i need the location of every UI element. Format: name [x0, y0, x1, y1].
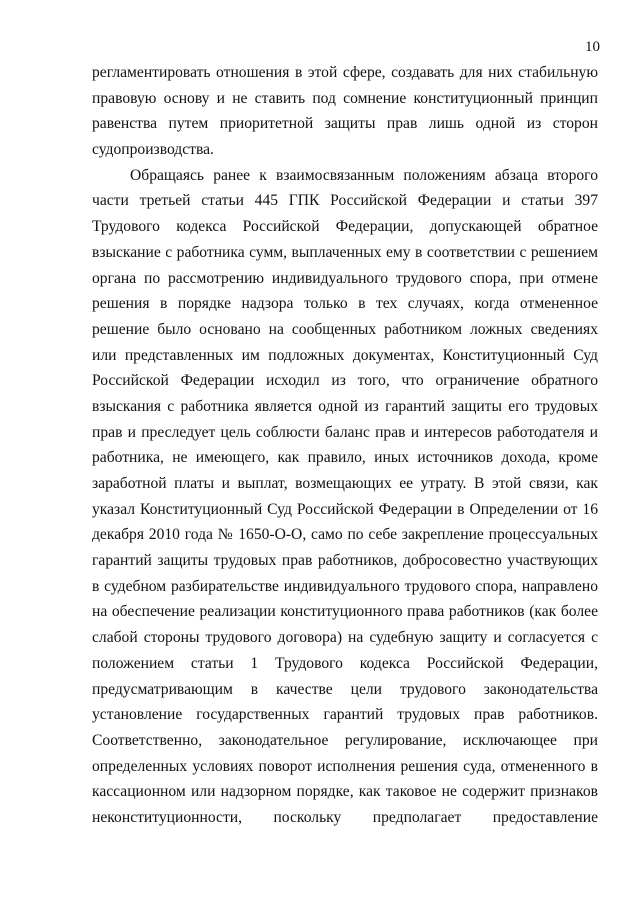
text-line: декабря 2010 года № 1650-О-О, само по себе закрепление процессуальных	[92, 526, 598, 544]
text-line: регламентировать отношения в этой сфере, создавать для них стабильную	[92, 64, 598, 81]
page-number: 10	[585, 39, 600, 55]
text-line: судопроизводства.	[92, 141, 214, 159]
text-line: определенных условиях поворот исполнения решения суда, отмененного в	[92, 757, 598, 775]
text-line: указал Конституционный Суд Российской Федерации в Определении от 16	[92, 500, 598, 518]
paragraph	[92, 163, 598, 831]
text-line: Трудового кодекса Российской Федерации, допускающей обратное	[92, 218, 598, 236]
text-line: слабой стороны трудового договора) на судебную защиту и согласуется с	[92, 629, 598, 647]
text-line: на обеспечение реализации конституционного права работников (как более	[92, 603, 598, 621]
document-body	[92, 60, 598, 831]
text-line: Российской Федерации исходил из того, что ограничение обратного	[92, 372, 598, 390]
paragraph	[92, 60, 598, 163]
text-line: решение было основано на сообщенных работником ложных сведениях	[92, 320, 598, 338]
text-line: предусматривающим в качестве цели трудового законодательства	[92, 680, 598, 698]
text-line: взыскания с работника является одной из гарантий защиты его трудовых	[92, 397, 598, 415]
text-line: взыскание с работника сумм, выплаченных ему в соответствии с решением	[92, 243, 598, 261]
text-line: части третьей статьи 445 ГПК Российской Федерации и статьи 397	[92, 192, 598, 210]
text-line: органа по рассмотрению индивидуального трудового спора, при отмене	[92, 269, 598, 287]
text-line: в судебном разбирательстве индивидуального трудового спора, направлено	[92, 577, 598, 595]
text-line: равенства путем приоритетной защиты прав лишь одной из сторон	[92, 115, 598, 133]
text-line: или представленных им подложных документах, Конституционный Суд	[92, 346, 598, 364]
text-line: кассационном или надзорном порядке, как таковое не содержит признаков	[92, 783, 598, 801]
text-line: правовую основу и не ставить под сомнение конституционный принцип	[92, 89, 598, 107]
text-line: Соответственно, законодательное регулирование, исключающее при	[92, 731, 598, 749]
text-line: установление государственных гарантий трудовых прав работников.	[92, 706, 598, 724]
text-line: работника, не имеющего, как правило, иных источников дохода, кроме	[92, 449, 598, 467]
text-line: заработной платы и выплат, возмещающих ее утрату. В этой связи, как	[92, 475, 598, 492]
text-line: решения в порядке надзора только в тех случаях, когда отмененное	[92, 295, 598, 313]
text-line: положением статьи 1 Трудового кодекса Российской Федерации,	[92, 654, 598, 672]
text-line: прав и преследует цель соблюсти баланс прав и интересов работодателя и	[92, 423, 598, 441]
text-line: гарантий защиты трудовых прав работников, добросовестно участвующих	[92, 552, 598, 570]
text-line: Обращаясь ранее к взаимосвязанным положениям абзаца второго	[130, 166, 598, 184]
text-line: неконституционности, поскольку предполагает предоставление	[92, 808, 598, 826]
